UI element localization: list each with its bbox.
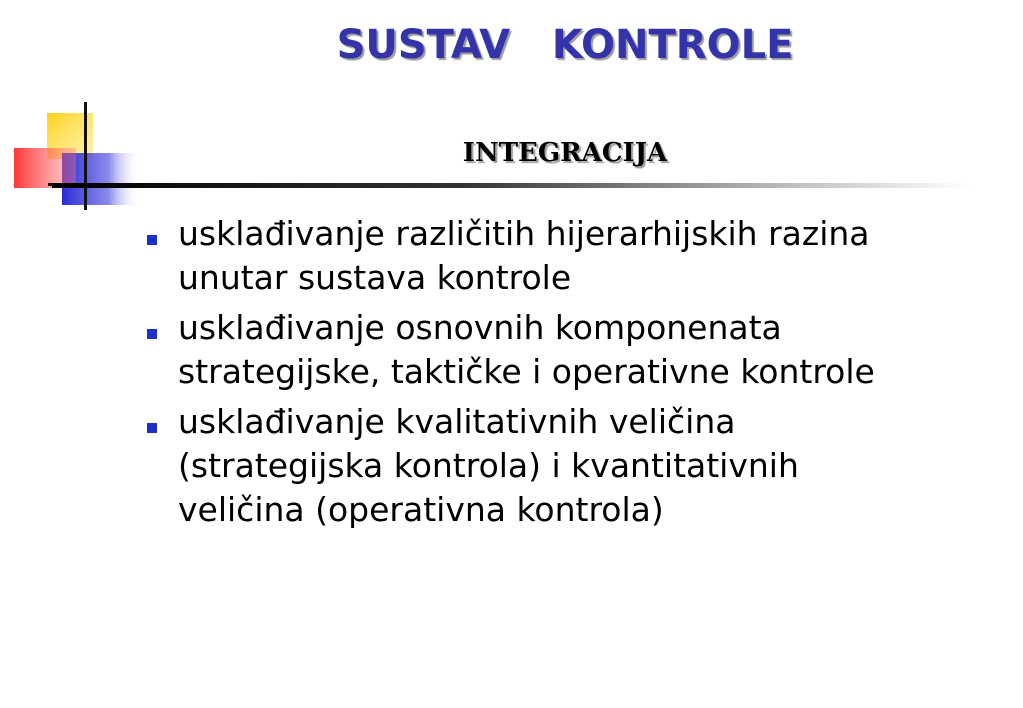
title-divider <box>52 183 970 188</box>
square-bullet-icon <box>147 235 157 245</box>
list-item <box>143 400 993 532</box>
bullet-text: usklađivanje osnovnih komponenata strategijske, taktičke i operativne kontrole <box>178 308 875 391</box>
slide-subtitle: INTEGRACIJA <box>462 138 668 168</box>
bullet-text: usklađivanje različitih hijerarhijskih razina unutar sustava kontrole <box>178 214 870 297</box>
list-item <box>143 306 993 394</box>
square-bullet-icon <box>147 329 157 339</box>
slide-title: SUSTAV KONTROLE <box>336 22 794 68</box>
square-bullet-icon <box>147 423 157 433</box>
list-item <box>143 212 993 300</box>
bullet-text: usklađivanje kvalitativnih veličina (strategijska kontrola) i kvantitativnih veličina (operativna kontrola) <box>178 402 799 529</box>
bullet-list <box>143 212 993 538</box>
